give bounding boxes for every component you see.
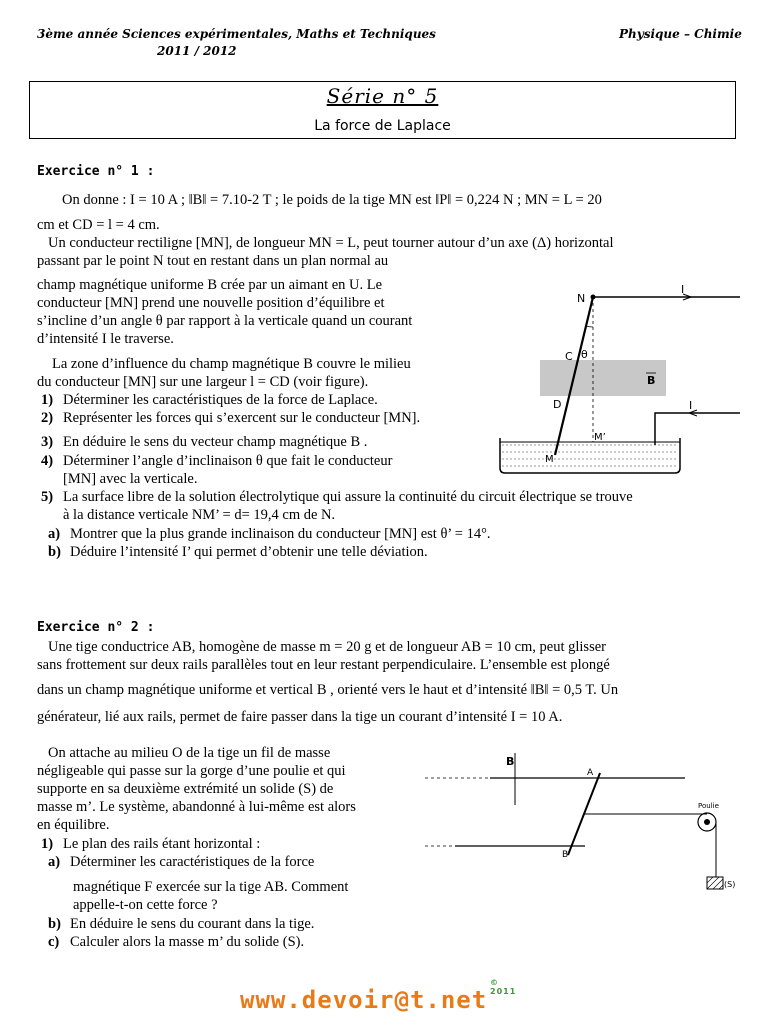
ex1-p1d: conducteur [MN] prend une nouvelle position d’équilibre et [37, 295, 385, 311]
ex2-qc-text: Calculer alors la masse m’ du solide (S). [70, 934, 305, 950]
ex2-qa-num: a) [48, 854, 61, 870]
ex2-qb [48, 916, 314, 933]
ex1-p2a: La zone d’influence du champ magnétique B couvre le milieu [52, 356, 411, 372]
ex1-q2 [41, 410, 420, 427]
ex2-p1c: dans un champ magnétique uniforme et vertical B , orienté vers le haut et d’intensité ‖B‖ = 0,5 T. Un [37, 682, 619, 698]
figure-1 [495, 280, 740, 480]
ex1-q5a [41, 489, 633, 506]
ex2-p1b: sans frottement sur deux rails parallèles tout en leur restant perpendiculaire. L’ensemble est plongé [37, 657, 610, 673]
ex1-p1f: d’intensité I le traverse. [37, 331, 174, 347]
ex1-data-line2: cm et CD = l = 4 cm. [37, 217, 160, 233]
ex2-p2b: négligeable qui passe sur la gorge d’une poulie et qui [37, 763, 346, 779]
ex2-p1a: Une tige conductrice AB, homogène de masse m = 20 g et de longueur AB = 10 cm, peut glisser [48, 639, 606, 655]
ex1-q1 [41, 392, 378, 409]
ex2-qb-num: b) [48, 916, 61, 932]
ex2-qa3: appelle-t-on cette force ? [73, 897, 218, 913]
ex1-data-line1-text: On donne : I = 10 A ; ‖B‖ = 7.10-2 T ; le poids de la tige MN est ‖P‖ = 0,224 N ; MN = L = 20 [62, 192, 602, 208]
ex1-q3-text: En déduire le sens du vecteur champ magnétique B . [63, 434, 368, 450]
label-m: M [545, 454, 554, 465]
label-n: N [577, 292, 586, 305]
ex2-qb-text: En déduire le sens du courant dans la tige. [70, 916, 315, 932]
ex2-p2c: supporte en sa deuxième extrémité un solide (S) de [37, 781, 334, 797]
label-theta: θ [581, 348, 588, 361]
ex1-q5b: à la distance verticale NM’ = d= 19,4 cm de N. [63, 507, 336, 523]
label-c: C [565, 350, 573, 363]
ex1-q5a-text: La surface libre de la solution électrolytique qui assure la continuité du circuit électrique se trouve [63, 489, 633, 505]
label-d: D [553, 398, 562, 411]
ex2-heading: Exercice n° 2 : [37, 620, 155, 635]
ex1-p1e: s’incline d’un angle θ par rapport à la verticale quand un courant [37, 313, 413, 329]
ex1-q3 [41, 434, 367, 451]
label-poulie: Poulie [698, 802, 719, 810]
footer-site-text[interactable]: www.devoir@t.net [240, 986, 488, 1014]
ex1-p2b: du conducteur [MN] sur une largeur l = CD (voir figure). [37, 374, 369, 390]
header-subject: Physique – Chimie [619, 27, 742, 41]
electrolyte-liquid [502, 445, 678, 466]
figure-2 [420, 745, 750, 905]
label-mprime: M’ [594, 432, 606, 443]
electrolyte-tank [500, 438, 680, 473]
ex1-p1c: champ magnétique uniforme B crée par un aimant en U. Le [37, 277, 383, 293]
ex1-q1-text: Déterminer les caractéristiques de la force de Laplace. [63, 392, 378, 408]
page-subtitle: La force de Laplace [314, 118, 451, 134]
ex1-q4a-text: Déterminer l’angle d’inclinaison θ que fait le conducteur [63, 453, 393, 469]
ex1-q3-num: 3) [41, 434, 54, 450]
ex1-q5-a-num: a) [48, 526, 61, 542]
ex2-q1-num: 1) [41, 836, 54, 852]
ex2-p2e: en équilibre. [37, 817, 110, 833]
ex1-q5-b [48, 544, 428, 561]
ex1-q2-num: 2) [41, 410, 54, 426]
right-wire [655, 413, 740, 445]
header-year: 2011 / 2012 [157, 44, 237, 58]
ex2-q1 [41, 836, 260, 853]
label-a: A [587, 768, 594, 778]
pivot-n [591, 295, 596, 300]
label-i-right: I [689, 399, 693, 412]
serie-title: Série n° 5 [326, 84, 439, 108]
ex1-q2-text: Représenter les forces qui s’exercent sur le conducteur [MN]. [63, 410, 421, 426]
ex1-q4a [41, 453, 392, 470]
footer-copyright: © 2011 [490, 978, 517, 996]
label-s: (S) [724, 880, 736, 889]
ex1-q5-b-text: Déduire l’intensité I’ qui permet d’obtenir une telle déviation. [70, 544, 428, 560]
footer-site[interactable] [240, 978, 517, 1014]
ex2-q1-text: Le plan des rails étant horizontal : [63, 836, 261, 852]
ex1-q5-b-num: b) [48, 544, 61, 560]
ex2-p2d: masse m’. Le système, abandonné à lui-même est alors [37, 799, 356, 815]
ex1-data-line1 [62, 192, 602, 209]
ex1-p1b: passant par le point N tout en restant dans un plan normal au [37, 253, 389, 269]
ex2-qa2: magnétique F exercée sur la tige AB. Comment [73, 879, 349, 895]
header-class: 3ème année Sciences expérimentales, Maths et Techniques [37, 27, 436, 41]
ex1-p1a: Un conducteur rectiligne [MN], de longueur MN = L, peut tourner autour d’un axe (Δ) horizontal [48, 235, 614, 251]
ex2-qc-num: c) [48, 934, 60, 950]
label-i-top: I [681, 283, 685, 296]
ex2-p1d: générateur, lié aux rails, permet de faire passer dans la tige un courant d’intensité I = 10 A. [37, 709, 563, 725]
label-b-field-2: B [506, 755, 515, 768]
ex2-p2a: On attache au milieu O de la tige un fil de masse [48, 745, 331, 761]
ex1-heading: Exercice n° 1 : [37, 164, 155, 179]
title-box [29, 81, 736, 139]
ex1-q5-a [48, 526, 491, 543]
angle-arc [586, 326, 593, 327]
ex1-q4b: [MN] avec la verticale. [63, 471, 198, 487]
ex1-q5-num: 5) [41, 489, 54, 505]
ex2-qa1-text: Déterminer les caractéristiques de la force [70, 854, 315, 870]
ex1-q4-num: 4) [41, 453, 54, 469]
label-b-field: B [647, 374, 656, 387]
ex2-qc [48, 934, 304, 951]
ex1-q5-a-text: Montrer que la plus grande inclinaison du conducteur [MN] est θ’ = 14°. [70, 526, 491, 542]
label-b-point: B [562, 850, 569, 860]
pulley-axle [704, 819, 710, 825]
ex2-qa1 [48, 854, 314, 871]
ex1-q1-num: 1) [41, 392, 54, 408]
